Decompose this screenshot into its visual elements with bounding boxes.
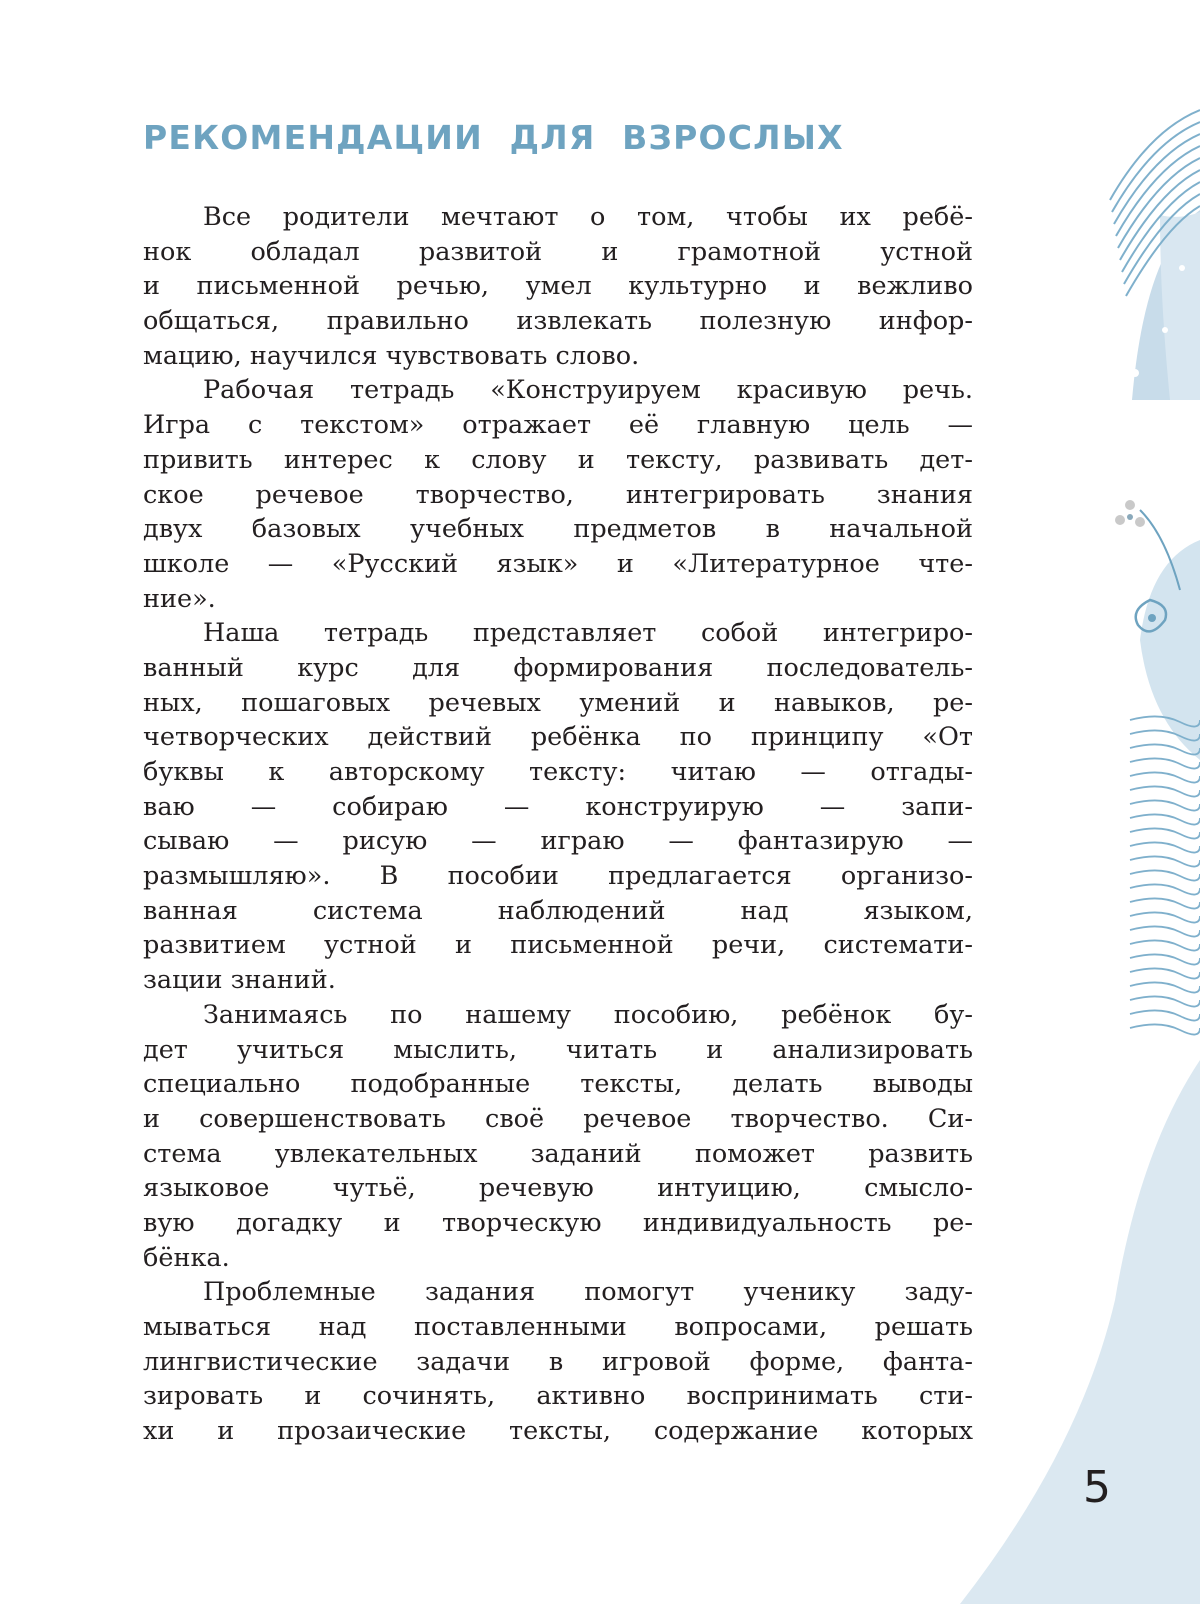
text-line: развитием устной и письменной речи, системати- <box>143 930 973 961</box>
text-line: школе — «Русский язык» и «Литературное чте- <box>143 548 973 579</box>
text-line: дет учиться мыслить, читать и анализировать <box>143 1034 973 1065</box>
side-shape-decoration <box>1115 500 1200 760</box>
text-line: бёнка. <box>143 1242 230 1273</box>
text-line: ванная система наблюдений над языком, <box>143 895 973 926</box>
wave-lines-decoration <box>1130 716 1200 1034</box>
text-line: размышляю». В пособии предлагается организо- <box>143 861 973 892</box>
text-line: ваю — собираю — конструирую — запи- <box>143 791 973 822</box>
paragraph <box>143 373 973 616</box>
text-line: стема увлекательных заданий поможет развить <box>143 1138 973 1169</box>
flower-icon <box>1115 500 1145 527</box>
text-line: ние». <box>143 583 216 614</box>
text-line: мываться над поставленными вопросами, решать <box>143 1312 973 1342</box>
text-line: специально подобранные тексты, делать выводы <box>143 1069 973 1100</box>
text-line: Игра с текстом» отражает её главную цель — <box>143 410 973 441</box>
bottom-blob-decoration <box>960 1060 1200 1604</box>
text-line: Рабочая тетрадь «Конструируем красивую речь. <box>203 375 973 406</box>
text-line: Наша тетрадь представляет собой интегриро- <box>203 618 973 649</box>
text-line: Проблемные задания помогут ученику заду- <box>203 1277 973 1308</box>
text-line: мацию, научился чувствовать слово. <box>143 340 640 371</box>
text-line: буквы к авторскому тексту: читаю — отгады- <box>143 757 973 787</box>
paragraph <box>143 200 973 373</box>
text-line: двух базовых учебных предметов в начальной <box>143 514 973 545</box>
text-line: языковое чутьё, речевую интуицию, смысло- <box>143 1173 973 1204</box>
page-title: РЕКОМЕНДАЦИИ ДЛЯ ВЗРОСЛЫХ <box>143 118 844 157</box>
text-line: ных, пошаговых речевых умений и навыков, ре- <box>143 687 973 718</box>
text-line: нок обладал развитой и грамотной устной <box>143 236 973 267</box>
body-text <box>143 200 973 1449</box>
text-line: четворческих действий ребёнка по принципу «От <box>143 722 973 753</box>
paragraph <box>143 1275 973 1448</box>
text-line: общаться, правильно извлекать полезную инфор- <box>143 306 973 337</box>
text-line: ское речевое творчество, интегрировать знания <box>143 479 973 510</box>
paragraph <box>143 998 973 1276</box>
page-number: 5 <box>1083 1462 1111 1513</box>
text-line: хи и прозаические тексты, содержание которых <box>143 1416 973 1447</box>
text-line: ванный курс для формирования последователь- <box>143 652 973 683</box>
text-line: Все родители мечтают о том, чтобы их ребё- <box>203 202 973 232</box>
text-line: привить интерес к слову и тексту, развивать дет- <box>143 444 973 475</box>
text-line: лингвистические задачи в игровой форме, фанта- <box>143 1346 973 1377</box>
text-line: зации знаний. <box>143 965 336 996</box>
text-line: Занимаясь по нашему пособию, ребёнок бу- <box>203 999 973 1030</box>
text-line: вую догадку и творческую индивидуальность ре- <box>143 1207 973 1238</box>
top-arch-decoration <box>1110 110 1200 400</box>
paragraph <box>143 616 973 998</box>
text-line: и письменной речью, умел культурно и вежливо <box>143 271 973 302</box>
text-line: сываю — рисую — играю — фантазирую — <box>143 826 973 857</box>
text-line: зировать и сочинять, активно воспринимать сти- <box>143 1381 973 1412</box>
text-line: и совершенствовать своё речевое творчество. Си- <box>143 1103 973 1134</box>
